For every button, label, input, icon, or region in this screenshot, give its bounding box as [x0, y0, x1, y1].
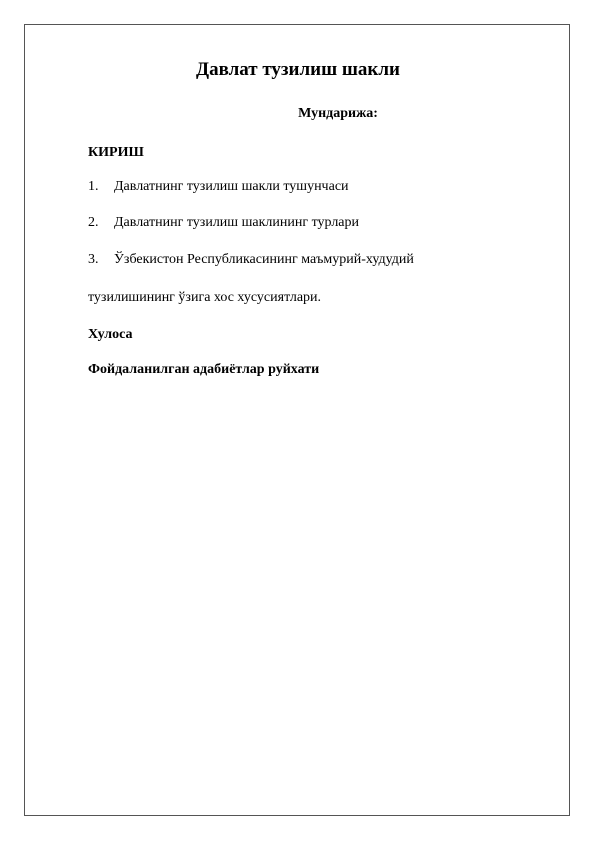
toc-item-number: 3. [88, 252, 99, 267]
toc-item-3-continuation: тузилишининг ўзига хос хусусиятлари. [88, 290, 322, 305]
toc-item-text: Ўзбекистон Республикасининг маъмурий-худудий [114, 252, 414, 267]
document-title: Давлат тузилиш шакли [196, 59, 400, 80]
toc-item-number: 2. [88, 215, 99, 230]
toc-item-2 [88, 214, 359, 232]
page-border [24, 24, 570, 816]
toc-item-text: Давлатнинг тузилиш шакли тушунчаси [114, 179, 349, 194]
toc-heading: Мундарижа: [298, 106, 378, 121]
toc-references: Фойдаланилган адабиётлар руйхати [88, 362, 320, 377]
toc-conclusion: Хулоса [88, 327, 133, 342]
toc-intro: КИРИШ [88, 145, 144, 160]
toc-item-text: Давлатнинг тузилиш шаклининг турлари [114, 215, 360, 230]
toc-item-1 [88, 178, 349, 196]
toc-item-number: 1. [88, 179, 99, 194]
toc-item-3 [88, 251, 414, 269]
